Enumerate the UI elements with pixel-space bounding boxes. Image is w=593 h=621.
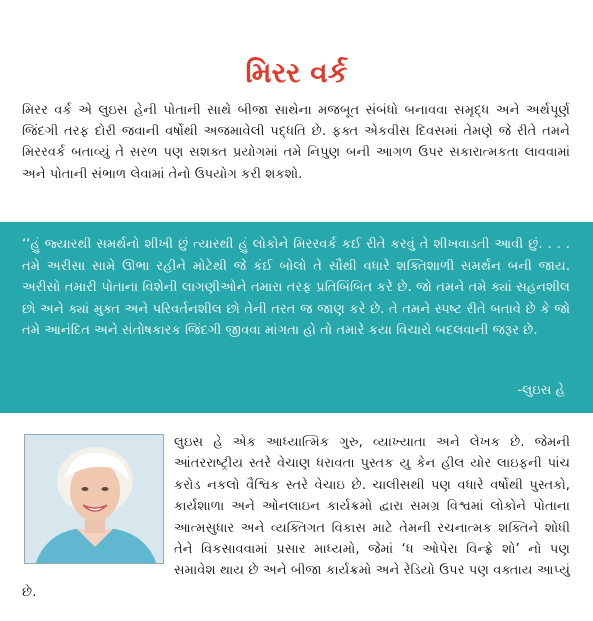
quote-author: -લુઇસ હે <box>517 383 565 398</box>
intro-paragraph: મિરર વર્ક એ લુઇસ હેની પોતાની સાથે બીજા સાથેના મજબૂત સંબંધો બનાવવા સમૃદ્ધ અને અર્થપૂર્ણ જિંદગી તરફ દોરી જવાની વર્ષોથી અજમાવેલી પદ્ધતિ છે. ફક્ત એકવીસ દિવસમાં તેમણે જે રીતે તમને મિરરવર્ક બતાવ્યું તે સરળ પણ સશક્ત પ્રયોગમાં તમે નિપુણ બની આગળ ઉપર સકારાત્મકતા લાવવામાં અને પોતાની સંભાળ લેવામાં તેનો ઉપયોગ કરી શકશો. <box>22 103 570 182</box>
quote-text: ‘‘હું જ્યારથી સમર્થનો શીખી છું ત્યારથી હું લોકોને મિરરવર્ક કઈ રીતે કરવું તે શીખવાડતી આવી છું. . . . તમે અરીસા સામે ઊભા રહીને મોટેથી જે કંઈ બોલો તે સૌથી વધારે શક્તિશાળી સમર્થન બની જાય. અરીસો તમારી પોતાના વિશેની લાગણીઓને તમારા તરફ પ્રતિબિંબિત કરે છે. જો તમને તમે ક્યાં સહનશીલ છો અને ક્યાં મુક્ત અને પરિવર્તનશીલ છો તેની તરત જ જાણ કરે છે. તે તમને સ્પષ્ટ રીતે બતાવે છે કે જો તમે આનંદિત અને સંતોષકારક જિંદગી જીવવા માંગતા હો તો તમારે કયા વિચારો બદલવાની જરૂર છે. <box>22 237 570 338</box>
quote-box <box>0 222 593 413</box>
author-bio-text: લુઇસ હે એક આધ્યાત્મિક ગુરુ, વ્યાખ્યાતા અને લેખક છે. જેમની આંતરરાષ્ટ્રીય સ્તરે વેચાણ ધરાવતા પુસ્તક યુ કેન હીલ યોર લાઇફની પાંચ કરોડ નકલો વૈશ્વિક સ્તરે વેચાઇ છે. ચાલીસથી પણ વધારે વર્ષોથી પુસ્તકો, કાર્યશાળા અને ઓનલાઇન કાર્યક્રમો દ્વારા સમગ્ર વિશ્વમાં લોકોને પોતાના આત્મસુધાર અને વ્યક્તિગત વિકાસ માટે તેમની રચનાત્મક શક્તિને શોધી તેને વિકસાવવામાં પ્રસાર માધ્યમો, જેમાં ‘ધ ઓપેરા વિન્ફ્રે શો’ નો પણ સમાવેશ થાય છે અને બીજા કાર્યક્રમો અને રેડિયો ઉપર પણ વક્તાય આપ્યું છે. <box>22 435 570 600</box>
photo-spacer <box>22 432 174 564</box>
author-bio <box>22 432 570 603</box>
page-title: મિરર વર્ક <box>245 56 348 89</box>
